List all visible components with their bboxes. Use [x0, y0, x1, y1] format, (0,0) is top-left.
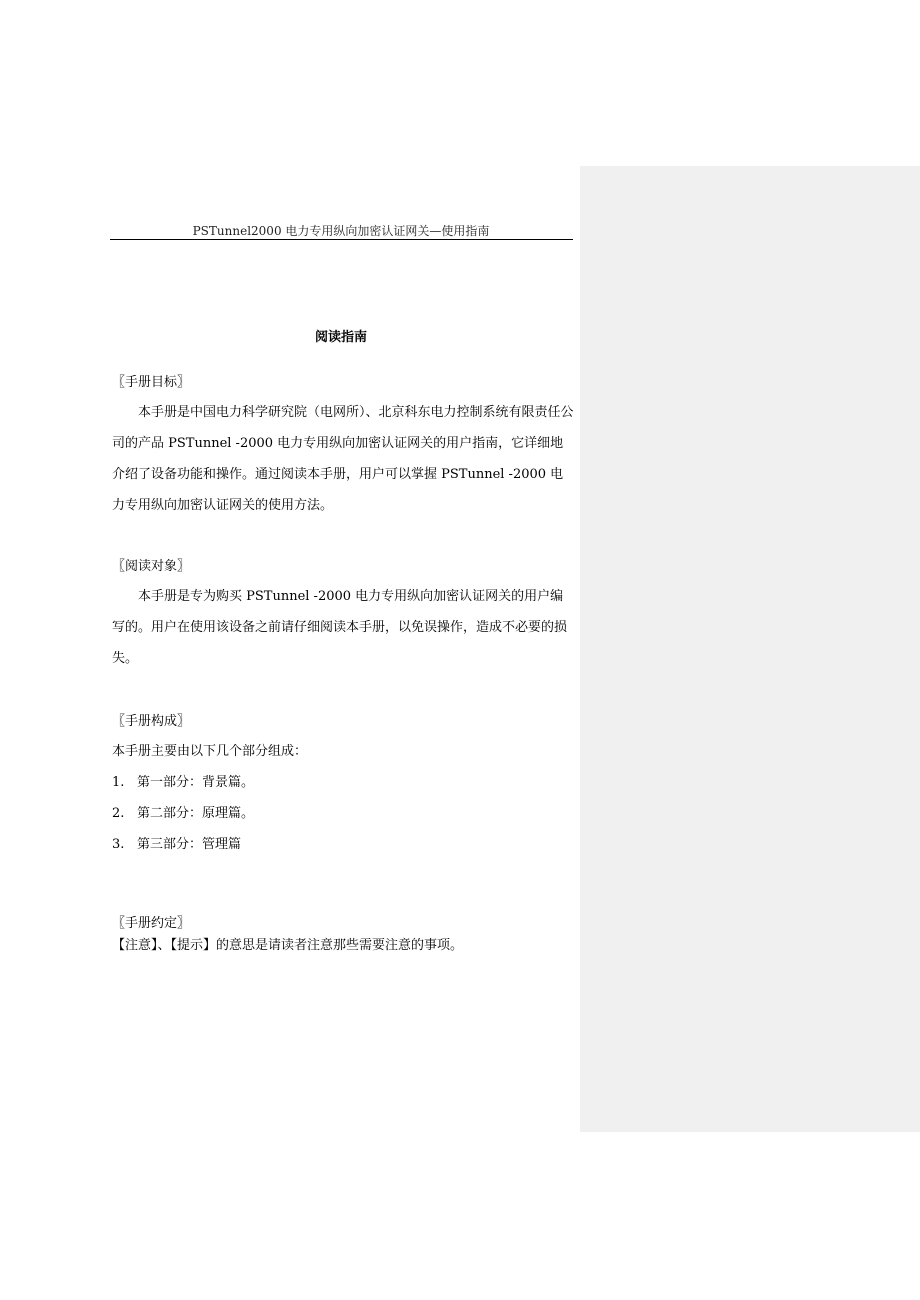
page-title: 阅读指南 — [314, 330, 367, 345]
section-heading: 〖手册构成〗 — [112, 714, 191, 729]
list-item — [112, 798, 574, 829]
list-text: 第三部分：管理篇 — [137, 837, 242, 852]
header-rule — [110, 239, 573, 240]
section-heading: 〖阅读对象〗 — [112, 559, 191, 574]
section-conventions — [112, 913, 574, 957]
section-paragraph: 本手册是中国电力科学研究院（电网所）、北京科东电力控制系统有限责任公司的产品 PSTunnel -2000 电力专用纵向加密认证网关的用户指南，它详细地介绍了设备功能和操作。通过阅读本手册，用户可以掌握 PSTunnel -2000 电力专用纵向加密认证网关的使用方法。 — [112, 405, 574, 513]
comment-margin-pane — [580, 166, 920, 1132]
list-text: 第一部分：背景篇。 — [137, 775, 255, 790]
section-structure — [112, 711, 574, 860]
section-goal — [112, 372, 574, 521]
structure-intro: 本手册主要由以下几个部分组成： — [112, 744, 308, 759]
list-text: 第二部分：原理篇。 — [137, 806, 255, 821]
list-number: 3. — [112, 837, 125, 852]
list-item — [112, 767, 574, 798]
conventions-text: 【注意】、【提示】的意思是请读者注意那些需要注意的事项。 — [112, 938, 464, 953]
section-heading: 〖手册约定〗 — [112, 916, 191, 931]
page-header: PSTunnel2000 电力专用纵向加密认证网关—使用指南 — [192, 224, 490, 238]
list-item — [112, 829, 574, 860]
section-audience — [112, 556, 574, 674]
section-heading: 〖手册目标〗 — [112, 375, 191, 390]
section-paragraph: 本手册是专为购买 PSTunnel -2000 电力专用纵向加密认证网关的用户编写的。用户在使用该设备之前请仔细阅读本手册，以免误操作，造成不必要的损失。 — [112, 589, 568, 666]
list-number: 2. — [112, 806, 125, 821]
list-number: 1. — [112, 775, 125, 790]
